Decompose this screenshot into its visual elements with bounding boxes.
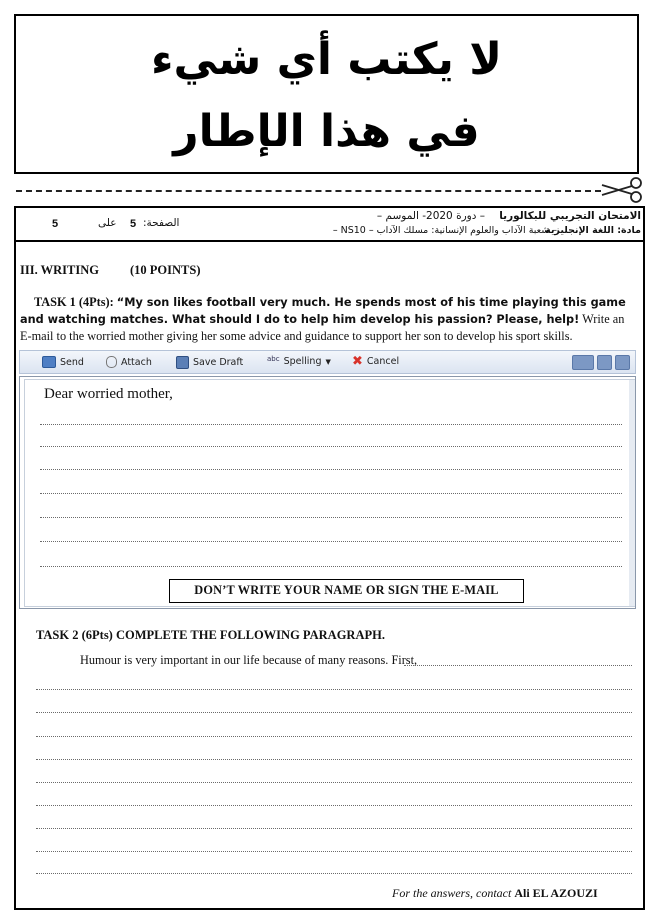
exam-subject: مادة: اللغة الإنجليزية [545,225,641,236]
section-points: (10 POINTS) [130,263,201,277]
send-button[interactable]: Send [42,356,84,368]
red-x-icon: ✖ [352,353,363,369]
page-label: الصفحة: [143,217,180,229]
no-signature-notice: DON’T WRITE YOUR NAME OR SIGN THE E-MAIL [169,579,524,603]
writing-line[interactable] [36,689,632,690]
writing-line[interactable] [40,446,622,447]
page-total: 5 [52,218,59,230]
exam-session: – دورة 2020- الموسم – [376,210,485,222]
writing-line[interactable] [36,805,632,806]
spelling-button[interactable]: abc Spelling ▼ [267,354,331,367]
exam-track: – شعبة الآداب والعلوم الإنسانية: مسلك الآداب – NS10 – [332,225,557,236]
window-icon[interactable] [597,355,612,370]
no-write-warning-line1: لا يكتب أي شيء [150,34,503,85]
writing-line[interactable] [36,851,632,852]
footer-credit: For the answers, contact Ali EL AZOUZI [392,886,598,900]
paperclip-icon [106,356,117,368]
writing-line[interactable] [40,469,622,470]
message-icon[interactable] [572,355,594,370]
writing-line[interactable] [36,782,632,783]
save-draft-button[interactable]: Save Draft [176,356,243,369]
writing-line[interactable] [40,541,622,542]
no-write-warning-line2: في هذا الإطار [173,106,480,157]
task1-paragraph [20,294,638,345]
envelope-icon [42,356,56,368]
writing-line[interactable] [36,736,632,737]
writing-line[interactable] [40,517,622,518]
writing-line[interactable] [36,712,632,713]
task1-prompt: “My son likes football very much. He spends most of his time playing this game and watching matches. What should I do to help him develop his passion? Please, help! [20,296,626,326]
cut-line [16,190,601,192]
writing-line[interactable] [40,493,622,494]
toolbar-right-icons [572,355,630,370]
writing-line[interactable] [36,873,632,874]
email-toolbar [19,350,636,374]
task2-heading: TASK 2 (6Pts) COMPLETE THE FOLLOWING PARAGRAPH. [36,628,385,642]
email-greeting: Dear worried mother, [44,386,173,402]
help-icon[interactable] [615,355,630,370]
page-of-label: على [98,217,117,229]
attach-button[interactable]: Attach [106,356,152,368]
writing-line[interactable] [40,566,622,567]
task2-starter: Humour is very important in our life because of many reasons. First, [80,653,418,667]
task1-instruction: Write an E-mail to the worried mother giving her some advice and guidance to support her son to develop his sport skills. [20,312,625,343]
cancel-button[interactable]: ✖ Cancel [352,353,400,369]
email-scrollbar[interactable] [629,380,635,606]
abc-check-icon: abc [267,354,280,363]
writing-line[interactable] [404,665,632,666]
writing-line[interactable] [36,828,632,829]
floppy-icon [176,356,189,369]
writing-line[interactable] [36,759,632,760]
writing-line[interactable] [40,424,622,425]
section-heading: III. WRITING [20,263,99,277]
task1-label: TASK 1 (4Pts): [34,295,114,309]
page-current: 5 [130,218,137,230]
scissors-icon [598,176,644,204]
exam-title: الامتحان التجريبي للبكالوريا [499,210,641,222]
chevron-down-icon: ▼ [325,357,331,366]
